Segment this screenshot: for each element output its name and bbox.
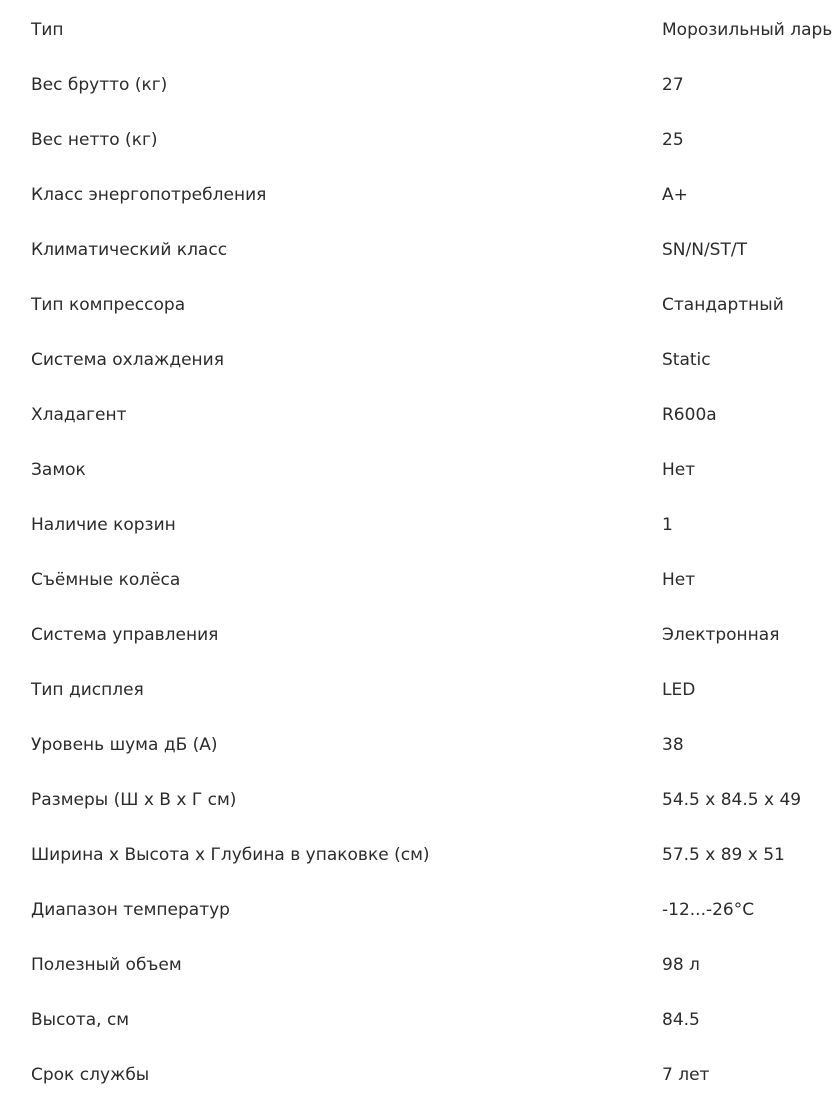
- spec-value: 54.5 х 84.5 х 49: [662, 790, 802, 810]
- spec-label: Система управления: [31, 625, 219, 645]
- spec-label: Диапазон температур: [31, 900, 230, 920]
- spec-label: Размеры (Ш х В х Г см): [31, 790, 237, 810]
- spec-value: 98 л: [662, 955, 700, 975]
- spec-row: [0, 663, 834, 718]
- spec-row: [0, 58, 834, 113]
- spec-row: [0, 278, 834, 333]
- spec-label: Климатический класс: [31, 240, 228, 260]
- spec-label: Полезный объем: [31, 955, 182, 975]
- spec-label: Вес нетто (кг): [31, 130, 158, 150]
- specifications-table: [0, 3, 834, 1103]
- spec-value: 7 лет: [662, 1065, 710, 1085]
- spec-value: Электронная: [662, 625, 780, 645]
- spec-value: Нет: [662, 570, 696, 590]
- spec-row: [0, 553, 834, 608]
- spec-row: [0, 388, 834, 443]
- spec-value: 25: [662, 130, 684, 150]
- spec-row: [0, 223, 834, 278]
- spec-value: 38: [662, 735, 684, 755]
- spec-row: [0, 608, 834, 663]
- spec-row: [0, 828, 834, 883]
- spec-label: Уровень шума дБ (А): [31, 735, 218, 755]
- spec-label: Хладагент: [31, 405, 127, 425]
- spec-row: [0, 113, 834, 168]
- spec-label: Замок: [31, 460, 86, 480]
- spec-label: Съёмные колёса: [31, 570, 181, 590]
- spec-value: SN/N/ST/T: [662, 240, 747, 260]
- spec-value: 1: [662, 515, 673, 535]
- spec-label: Срок службы: [31, 1065, 150, 1085]
- spec-row: [0, 333, 834, 388]
- spec-value: Нет: [662, 460, 696, 480]
- spec-label: Высота, см: [31, 1010, 130, 1030]
- spec-label: Тип дисплея: [31, 680, 144, 700]
- spec-value: -12...-26°С: [662, 900, 755, 920]
- spec-row: [0, 883, 834, 938]
- spec-value: 84.5: [662, 1010, 700, 1030]
- spec-row: [0, 443, 834, 498]
- spec-row: [0, 498, 834, 553]
- spec-label: Тип: [31, 20, 64, 40]
- spec-row: [0, 168, 834, 223]
- spec-label: Класс энергопотребления: [31, 185, 267, 205]
- spec-row: [0, 3, 834, 58]
- spec-value: R600a: [662, 405, 717, 425]
- spec-row: [0, 718, 834, 773]
- spec-value: A+: [662, 185, 688, 205]
- spec-value: LED: [662, 680, 696, 700]
- spec-label: Вес брутто (кг): [31, 75, 168, 95]
- spec-label: Ширина х Высота х Глубина в упаковке (см): [31, 845, 430, 865]
- spec-value: Стандартный: [662, 295, 784, 315]
- spec-value: Static: [662, 350, 711, 370]
- spec-label: Наличие корзин: [31, 515, 176, 535]
- spec-label: Система охлаждения: [31, 350, 224, 370]
- spec-row: [0, 773, 834, 828]
- spec-label: Тип компрессора: [31, 295, 186, 315]
- spec-value: 57.5 х 89 х 51: [662, 845, 785, 865]
- spec-row: [0, 1048, 834, 1103]
- spec-value: Морозильный ларь: [662, 20, 833, 40]
- spec-value: 27: [662, 75, 684, 95]
- spec-row: [0, 993, 834, 1048]
- spec-row: [0, 938, 834, 993]
